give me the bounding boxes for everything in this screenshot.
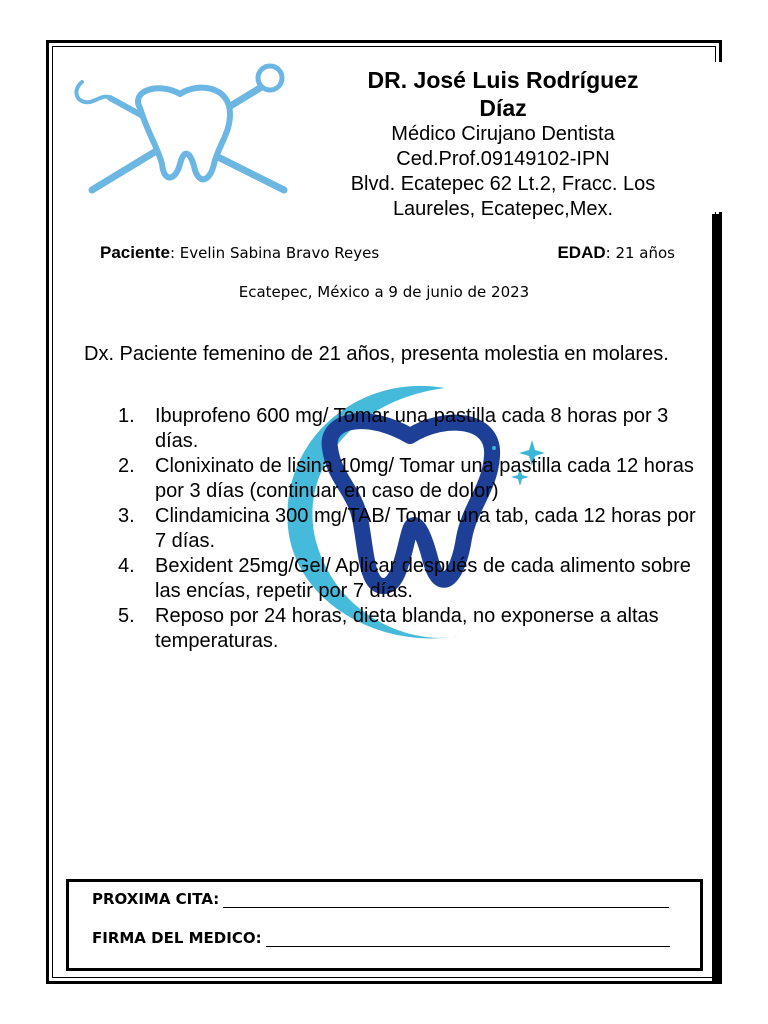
prescription-text: Bexident 25mg/Gel/ Aplicar después de cada alimento sobre las encías, repetir por 7 días. xyxy=(155,555,691,602)
doctor-specialty: Médico Cirujano Dentista xyxy=(391,123,615,145)
doctor-name-line2: Díaz xyxy=(479,95,527,121)
doctor-address-line2: Laureles, Ecatepec,Mex. xyxy=(392,198,614,220)
prescription-text: Ibuprofeno 600 mg/ Tomar una pastilla cada 8 horas por 3 días. xyxy=(155,405,669,452)
prescription-number: 4. xyxy=(118,555,135,577)
place-date: Ecatepec, México a 9 de junio de 2023 xyxy=(238,283,530,301)
patient-age: : 21 años xyxy=(605,244,675,262)
prescription-item xyxy=(118,504,696,554)
patient-info xyxy=(100,243,675,263)
prescription-item xyxy=(118,604,696,654)
next-appointment-label: PROXIMA CITA: xyxy=(92,890,220,908)
dental-tooth-logo-icon xyxy=(70,60,300,200)
patient-label: Paciente xyxy=(100,243,170,262)
next-appointment-row xyxy=(92,890,669,908)
prescription-list xyxy=(118,404,696,654)
prescription-item xyxy=(118,454,696,504)
patient-field xyxy=(100,243,379,263)
prescription-number: 3. xyxy=(118,505,135,527)
signature-field[interactable] xyxy=(266,932,670,947)
prescription-item xyxy=(118,404,696,454)
prescription-number: 5. xyxy=(118,605,135,627)
border-gap xyxy=(714,62,724,212)
signature-row xyxy=(92,929,670,947)
doctor-address-line1: Blvd. Ecatepec 62 Lt.2, Fracc. Los xyxy=(350,173,656,195)
doctor-header xyxy=(320,66,686,222)
diagnosis: Dx. Paciente femenino de 21 años, presenta molestia en molares. xyxy=(84,343,669,365)
prescription-text: Clonixinato de lisina 10mg/ Tomar una pastilla cada 12 horas por 3 días (continuar en caso de dolor) xyxy=(155,455,694,502)
prescription-item xyxy=(118,554,696,604)
doctor-license: Ced.Prof.09149102-IPN xyxy=(396,148,610,170)
next-appointment-field[interactable] xyxy=(223,893,669,908)
prescription-text: Clindamicina 300 mg/TAB/ Tomar una tab, cada 12 horas por 7 días. xyxy=(155,505,696,552)
age-field xyxy=(557,243,675,263)
signature-label: FIRMA DEL MEDICO: xyxy=(92,929,262,947)
prescription-number: 2. xyxy=(118,455,135,477)
page-border-right-accent xyxy=(712,214,721,984)
prescription-number: 1. xyxy=(118,405,135,427)
age-label: EDAD xyxy=(557,243,606,262)
patient-name: : Evelin Sabina Bravo Reyes xyxy=(169,244,380,262)
doctor-name-line1: DR. José Luis Rodríguez xyxy=(367,67,639,93)
prescription-text: Reposo por 24 horas, dieta blanda, no exponerse a altas temperaturas. xyxy=(155,605,659,652)
